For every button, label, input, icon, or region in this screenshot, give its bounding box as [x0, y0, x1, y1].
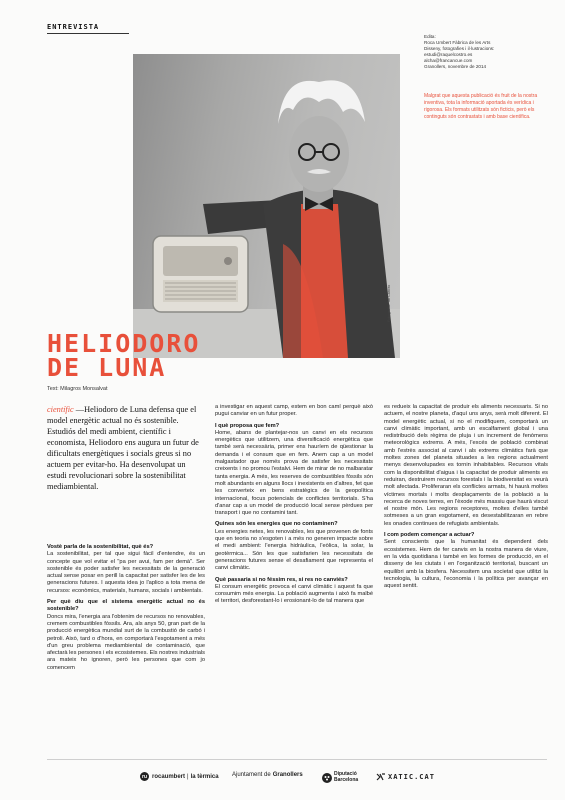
intro-accent: científic	[47, 405, 74, 414]
disclaimer-note: Malgrat que aquesta publicació és fruit de la nostra inventiva, tota la informació aportada és verídica i rigorosa. Els formats utilitzats són ficticis, però els continguts són contrastats i amb base científica.	[424, 93, 538, 120]
logo-text: XATIC.CAT	[388, 773, 435, 781]
question: Quines són les energies que no contaminen?	[215, 521, 338, 528]
photo-credit: Fotografia: Tal Cancro	[387, 284, 391, 322]
credits-line: alcha@francancue.com	[424, 58, 473, 63]
title-line-1: HELIODORO	[47, 329, 201, 358]
answer: es redueix la capacitat de produir els aliments necessaris. Si no actuem, el nostre planeta, d'aquí uns anys, serà molt diferent. El model energètic actual, si no el modifiquem, comportarà un canvi climàtic important, amb un escalfament global i una redistribució dels règims de pluja i un increment de fenòmens meteorològics extrems. A més, l'excés de població combinat amb l'estrès associat al canvi i als extrems climàtics farà que moltes zones del planeta situades a les regions actualment menys desenvolupades es tornin inhabitables. Recursos vitals com la disponibilitat d'aigua i la capacitat de produir aliments es reduiran, destruirem recursos forestals i la biodiversitat es veurà molt afectada. Proliferaran els conflictes armats, hi haurà moltes víctimes mortals i molts desplaçaments de la població a la recerca de noves terres, en l'èxode més massiu que haurà viscut el nostre món. Les regions receptores, moltes d'elles també sotmeses a un gran esgotament, es desestabilitzaran en rebre les onades continues de refugiats ambientals.	[384, 404, 548, 527]
footer-rule	[47, 759, 547, 760]
answer: Home, abans de plantejar-nos un canvi en els recursos energètics que utilitzem, una diversificació energètica que també serà necessària, primer ens hauríem de qüestionar la demanda i el consum que en fem. Anem cap a un model malgastador que només prova de satisfer les necessitats creixents i no promou l'estalvi. Hem de mirar de no malbaratar tanta energia. A més, les reserves de combustibles fòssils són molt abundants en alguns llocs i inexistents en d'altres, fet que les converteix en bens estratègics de la geopolítica internacional, focus potencials de conflictes territorials. S'ha d'anar cap a un model de producció local sense pèrdues per transport i que no contamini tant.	[215, 429, 373, 517]
logo-diputacio[interactable]	[322, 772, 358, 783]
article-title	[47, 329, 201, 382]
question: I què proposa que fem?	[215, 422, 280, 429]
portrait-photo	[133, 54, 400, 358]
logo-xatic[interactable]	[376, 772, 435, 782]
logo-text: Ajuntament de	[232, 772, 271, 778]
section-label: ENTREVISTA	[47, 23, 100, 31]
question: I com podem començar a actuar?	[384, 532, 475, 539]
section-rule	[47, 33, 129, 34]
credits-line: Edita:	[424, 34, 436, 39]
column-2	[215, 404, 373, 606]
intro-text: —Heliodoro de Luna defensa que el model energètic actual no és sostenible. Estudiós del medi ambient, científic i economista, Heliodoro ens augura un futur de dificultats energètiques i socials greus si no actuem per evitar-ho. Ha desenvolupat un estudi revolucionari sobre la sostenibilitat mediambiental.	[47, 405, 199, 491]
answer: a investigar en aquest camp, estem en bon camí perquè això pugui canviar en un futur proper.	[215, 404, 373, 418]
logo-text: Diputació	[334, 771, 357, 777]
answer: Les energies netes, les renovables, les que provenen de fonts que en teoria no s'esgoten i a més no generen impacte sobre el medi ambient: l'energia hidràulica, l'eòlica, la solar, la geotèrmica... Són les que satisfarien les necessitats de generacions futures sense el desafiament que representa el canvi climàtic.	[215, 528, 373, 572]
logo-text: Barcelona	[334, 776, 359, 783]
credits-line: Roca Umbert Fàbrica de les Arts	[424, 40, 491, 45]
portrait-illustration	[133, 54, 400, 358]
title-line-2: DE LUNA	[47, 353, 167, 382]
logo-text: Granollers	[272, 772, 303, 778]
credits-block	[424, 34, 549, 70]
logo-ajuntament[interactable]	[232, 772, 303, 778]
answer: La sostenibilitat, per tal que sigui fàcil d'entendre, és un concepte que vol evitar el "pa per avui, fam per demà". Ser sostenible és poder satisfer les necessitats de la generació actual sense posar en perill la capacitat per satisfer les de les generacions futures. I aquesta idea jo l'aplico a tota mena de recursos: econòmics, materials, humans, socials i ambientals.	[47, 551, 205, 594]
answer: El consum energètic provoca el canvi climàtic i aquest fa que consumim més energia. La població augmenta i això fa malbé el territori, desforestant-lo i erosionant-lo de tal manera que	[215, 583, 373, 605]
byline: Text: Milagros Monsalvat	[47, 386, 108, 392]
credits-line: Granollers, novembre de 2014	[424, 64, 487, 69]
rocaumbert-icon: ru	[142, 773, 147, 780]
logo-text: rocaumbert	[152, 773, 186, 780]
question: Vostè parla de la sostenibilitat, què és?	[47, 544, 154, 550]
question: Què passaria si no féssim res, si res no canviés?	[215, 576, 348, 583]
question: Per què diu que el sistema energètic actual no és sostenible?	[47, 599, 205, 613]
logo-text: la tèrmica	[190, 773, 219, 780]
answer: Sent conscients que la humanitat és dependent dels ecosistemes. Hem de fer canvis en la nostra manera de viure, en la vida quotidiana i també en les formes de producció, en el disseny de les ciutats i en l'organització territorial, buscant un equilibri amb la biosfera. Necessitem una societat que utilitzi la tecnologia, la cultura, l'economia i la política per avançar en aquest sentit.	[384, 539, 548, 590]
column-3	[384, 404, 548, 590]
xatic-icon	[376, 772, 386, 782]
column-1	[47, 540, 205, 672]
intro-paragraph	[47, 404, 207, 492]
logo-rocaumbert[interactable]: ru rocaumbert | la tèrmica	[142, 773, 219, 780]
credits-line: estudi@raquelcostro.es	[424, 52, 473, 57]
credits-line: Disseny, fotografies i il·lustracions:	[424, 46, 495, 51]
answer: Doncs mira, l'energia ara l'obtenim de recursos no renovables, cremem combustibles fòssils. Ara, als anys 50, gran part de la producció energètica mundial surt de la combustió de carbó i petroli. Això, tard o d'hora, en comportarà l'esgotament a més d'un greu problema mediambiental de contaminació, que afectarà les persones i els ecosistemes. Els nostres industrials ara mateix ho ignoren, però les persones que com jo comencem	[47, 613, 205, 671]
diputacio-icon	[322, 773, 332, 783]
